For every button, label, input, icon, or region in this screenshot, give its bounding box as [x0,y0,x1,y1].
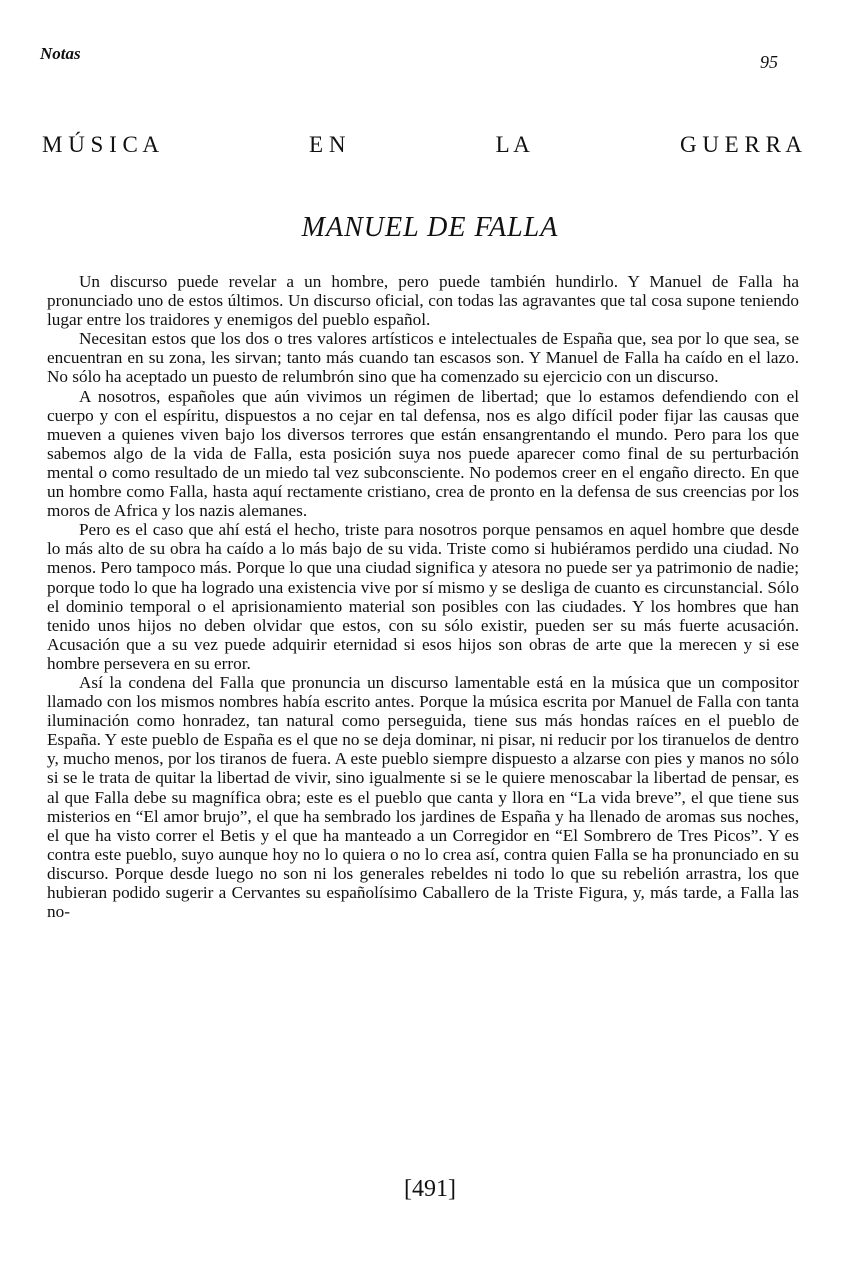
article-body [47,272,799,921]
section-title-word: E N [309,132,346,157]
section-title-word: G U E R R A [679,132,802,157]
paragraph: Necesitan estos que los dos o tres valores artísticos e intelectuales de España que, sea por lo que sea, se encuentran en su zona, les sirvan; tanto más cuando tan escasos son. Y Manuel de Falla ha caído en el lazo. No sólo ha aceptado un puesto de relumbrón sino que ha comenzado su ejercicio con un discurso. [47,329,799,387]
section-title [42,132,802,158]
folio: 95 [760,52,778,72]
page-number: [491] [404,1176,456,1202]
article-title: MANUEL DE FALLA [301,212,559,243]
section-title-word: M Ú S I C A [42,132,159,157]
running-head: Notas [40,44,81,63]
paragraph: Un discurso puede revelar a un hombre, pero puede también hundirlo. Y Manuel de Falla ha pronunciado uno de estos últimos. Un discurso oficial, con todas las agravantes que tal cosa supone teniendo lugar entre los traidores y enemigos del pueblo español. [47,272,799,330]
paragraph: Así la condena del Falla que pronuncia un discurso lamentable está en la música que un compositor llamado con los mismos nombres había escrito antes. Porque la música escrita por Manuel de Falla con tanta iluminación como honradez, tan natural como perseguida, tiene sus más hondas raíces en el pueblo de España. Y este pueblo de España es el que no se deja dominar, ni pisar, ni reducir por los tiranuelos de dentro y, mucho menos, por los tiranos de fuera. A este pueblo siempre dispuesto a alzarse con pies y manos no sólo si se le trata de quitar la libertad de vivir, sino igualmente si se le quiere menoscabar la libertad de pensar, es al que Falla debe su magnífica obra; este es el pueblo que canta y llora en “La vida breve”, el que tiene sus misterios en “El amor brujo”, el que ha sembrado los jardines de España y ha llenado de aromas sus noches, el que ha visto correr el Betis y el que ha manteado a un Corregidor en “El Sombrero de Tres Picos”. Y es contra este pueblo, suyo aunque hoy no lo quiera o no lo crea así, contra quien Falla se ha pronunciado en su discurso. Porque desde luego no son ni los generales rebeldes ni todo lo que su rebelión arrastra, los que hubieran podido sugerir a Cervantes su españolísimo Caballero de la Triste Figura, y, más tarde, a Falla las no- [47,672,799,922]
section-title-word: L A [495,132,530,157]
paragraph: Pero es el caso que ahí está el hecho, triste para nosotros porque pensamos en aquel hombre que desde lo más alto de su obra ha caído a lo más bajo de su vida. Triste como si hubiéramos perdido una ciudad. No menos. Pero tampoco más. Porque lo que una ciudad significa y atesora no puede ser ya patrimonio de nadie; porque todo lo que ha logrado una existencia vive por sí mismo y se desliga de cuanto es circunstancial. Sólo el dominio temporal o el aprisionamiento material son posibles con las ciudades. Y los hombres que han tenido unos hijos no deben olvidar que estos, con su sólo existir, pueden ser su más fuerte acusación. Acusación que a su vez puede adquirir eternidad si esos hijos son obras de arte que la merecen y si ese hombre persevera en su error. [47,520,799,673]
paragraph: A nosotros, españoles que aún vivimos un régimen de libertad; que lo estamos defendiendo con el cuerpo y con el espíritu, dispuestos a no cejar en tal defensa, nos es algo difícil poder fijar las causas que mueven a quienes viven bajo los diversos terrores que están ensangrentando el mundo. Pero para los que sabemos algo de la vida de Falla, esta posición suya nos puede aparecer como final de su perturbación mental o como resultado de un miedo tal vez subconsciente. No podemos creer en el engaño directo. En que un hombre como Falla, hasta aquí rectamente cristiano, crea de pronto en la defensa de sus creencias por los moros de Africa y los nazis alemanes. [47,386,799,521]
